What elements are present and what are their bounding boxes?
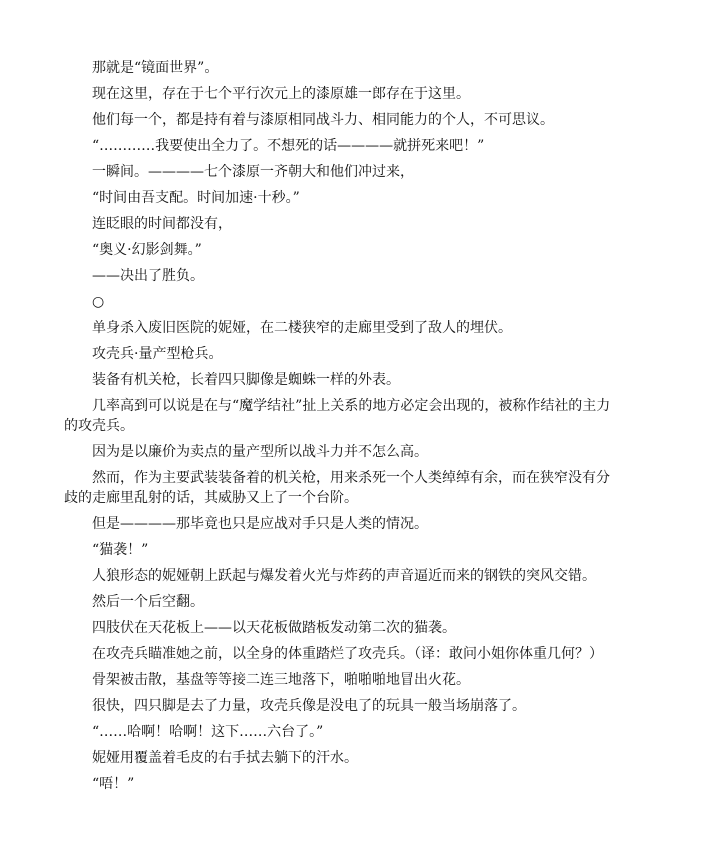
paragraph: 一瞬间。————七个漆原一齐朝大和他们冲过来， bbox=[92, 164, 414, 180]
paragraph: “时间由吾支配。时间加速·十秒。” bbox=[92, 190, 300, 206]
paragraph: 四肢伏在天花板上——以天花板做踏板发动第二次的猫袭。 bbox=[92, 620, 456, 636]
paragraph: “猫袭！” bbox=[92, 542, 149, 558]
paragraph: 连眨眼的时间都没有， bbox=[92, 216, 232, 232]
paragraph: 妮娅用覆盖着毛皮的右手拭去躺下的汗水。 bbox=[92, 750, 358, 766]
paragraph: 人狼形态的妮娅朝上跃起与爆发着火光与炸药的声音逼近而来的钢铁的突风交错。 bbox=[92, 568, 596, 584]
paragraph: 单身杀入废旧医院的妮娅，在二楼狭窄的走廊里受到了敌人的埋伏。 bbox=[92, 320, 512, 336]
paragraph: 但是————那毕竟也只是应战对手只是人类的情况。 bbox=[92, 516, 428, 532]
paragraph: 很快，四只脚是去了力量，攻壳兵像是没电了的玩具一般当场崩落了。 bbox=[92, 698, 526, 714]
paragraph: 然后一个后空翻。 bbox=[92, 594, 204, 610]
paragraph: 几率高到可以说是在与“魔学结社”扯上关系的地方必定会出现的，被称作结社的主力的攻壳兵。 bbox=[64, 398, 611, 434]
paragraph: “奥义·幻影剑舞。” bbox=[92, 242, 202, 258]
paragraph: 攻壳兵·量产型枪兵。 bbox=[92, 346, 223, 362]
paragraph: 装备有机关枪，长着四只脚像是蜘蛛一样的外表。 bbox=[92, 372, 400, 388]
paragraph: 现在这里，存在于七个平行次元上的漆原雄一郎存在于这里。 bbox=[92, 86, 470, 102]
paragraph: ——决出了胜负。 bbox=[92, 268, 204, 284]
paragraph: 因为是以廉价为卖点的量产型所以战斗力并不怎么高。 bbox=[92, 444, 428, 460]
paragraph: 骨架被击散，基盘等等接二连三地落下，啪啪啪地冒出火花。 bbox=[92, 672, 470, 688]
paragraph: “……哈啊！哈啊！这下……六台了。” bbox=[92, 724, 324, 740]
paragraph: 那就是“镜面世界”。 bbox=[92, 60, 219, 76]
scene-break-marker: ○ bbox=[92, 294, 105, 310]
paragraph: 然而，作为主要武装装备着的机关枪，用来杀死一个人类绰绰有余，而在狭窄没有分歧的走廊里乱射的话，其威胁又上了一个台阶。 bbox=[64, 470, 610, 506]
paragraph: “…………我要使出全力了。不想死的话————就拼死来吧！” bbox=[92, 138, 485, 154]
paragraph: 他们每一个，都是持有着与漆原相同战斗力、相同能力的个人，不可思议。 bbox=[92, 112, 554, 128]
paragraph: “唔！” bbox=[92, 776, 135, 792]
paragraph: 在攻壳兵瞄准她之前，以全身的体重踏烂了攻壳兵。（译：敢问小姐你体重几何？） bbox=[92, 646, 603, 662]
